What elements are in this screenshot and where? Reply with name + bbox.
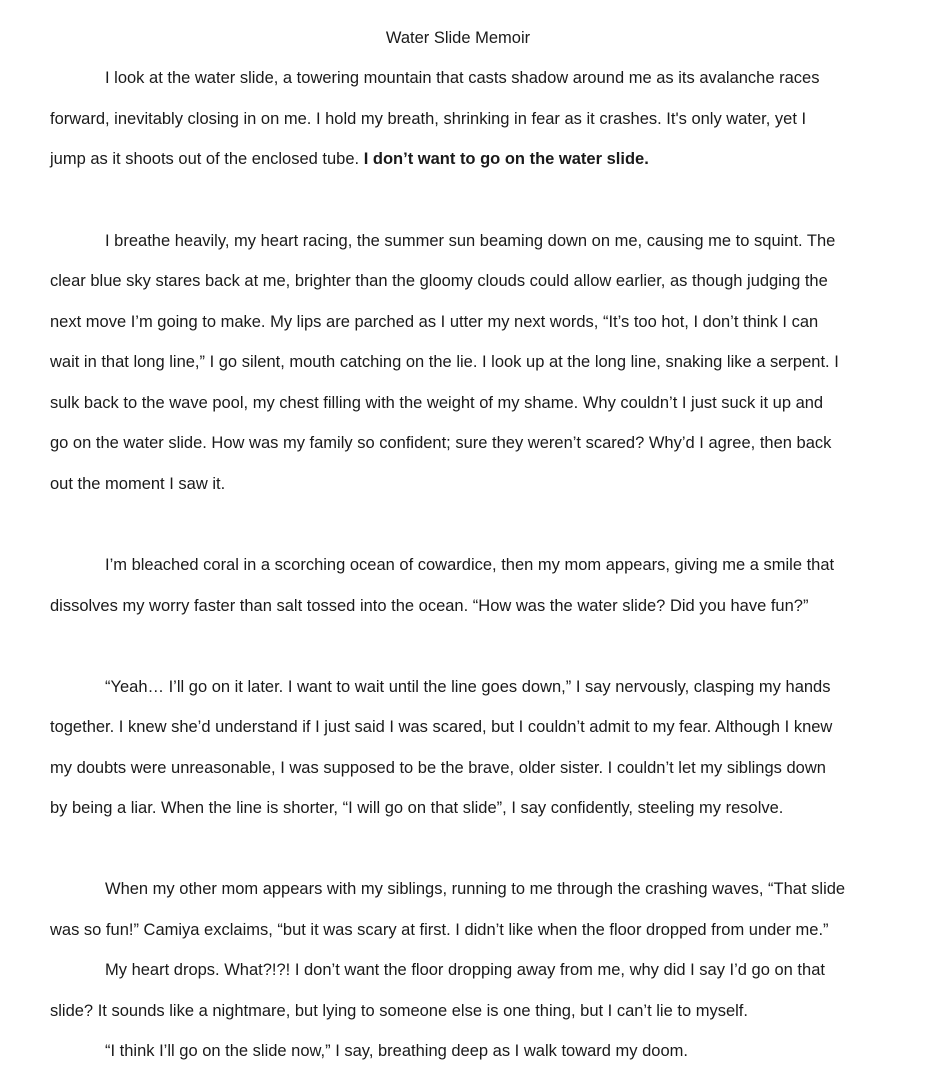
text-line: When my other mom appears with my siblings, running to me through the crashing waves, “That slide xyxy=(105,880,846,898)
text-line: together. I knew she’d understand if I just said I was scared, but I couldn’t admit to my fear. Although I knew xyxy=(50,718,833,736)
text-line: clear blue sky stares back at me, brighter than the gloomy clouds could allow earlier, as though judging the xyxy=(50,272,828,290)
text-line: jump as it shoots out of the enclosed tube. I don’t want to go on the water slide. xyxy=(50,150,649,168)
document-title: Water Slide Memoir xyxy=(385,29,531,47)
text-line: slide? It sounds like a nightmare, but lying to someone else is one thing, but I can’t lie to myself. xyxy=(50,1002,748,1020)
text-line: I’m bleached coral in a scorching ocean of cowardice, then my mom appears, giving me a smile that xyxy=(105,556,835,574)
text-line: next move I’m going to make. My lips are parched as I utter my next words, “It’s too hot, I don’t think I can xyxy=(50,313,819,331)
text-line: I breathe heavily, my heart racing, the summer sun beaming down on me, causing me to squint. The xyxy=(105,232,836,250)
text-line: go on the water slide. How was my family so confident; sure they weren’t scared? Why’d I agree, then back xyxy=(50,434,832,452)
text-line: I look at the water slide, a towering mountain that casts shadow around me as its avalanche races xyxy=(105,69,820,87)
text-line: my doubts were unreasonable, I was supposed to be the brave, older sister. I couldn’t let my siblings down xyxy=(50,759,826,777)
text-line: “Yeah… I’ll go on it later. I want to wait until the line goes down,” I say nervously, clasping my hands xyxy=(105,678,831,696)
text-line: sulk back to the wave pool, my chest filling with the weight of my shame. Why couldn’t I just suck it up and xyxy=(50,394,824,412)
text-line: forward, inevitably closing in on me. I hold my breath, shrinking in fear as it crashes. It's only water, yet I xyxy=(50,110,807,128)
bold-sentence: I don’t want to go on the water slide. xyxy=(363,150,649,168)
text-line: wait in that long line,” I go silent, mouth catching on the lie. I look up at the long line, snaking like a serpent. I xyxy=(50,353,839,371)
text-line: “I think I’ll go on the slide now,” I say, breathing deep as I walk toward my doom. xyxy=(105,1042,688,1060)
text-line: dissolves my worry faster than salt tossed into the ocean. “How was the water slide? Did you have fun?” xyxy=(50,597,809,615)
text-line: out the moment I saw it. xyxy=(50,475,226,493)
text-line: My heart drops. What?!?! I don’t want the floor dropping away from me, why did I say I’d go on that xyxy=(105,961,825,979)
text-line: by being a liar. When the line is shorter, “I will go on that slide”, I say confidently, steeling my resolve. xyxy=(50,799,784,817)
text-line: was so fun!” Camiya exclaims, “but it was scary at first. I didn’t like when the floor dropped from under me.” xyxy=(50,921,829,939)
